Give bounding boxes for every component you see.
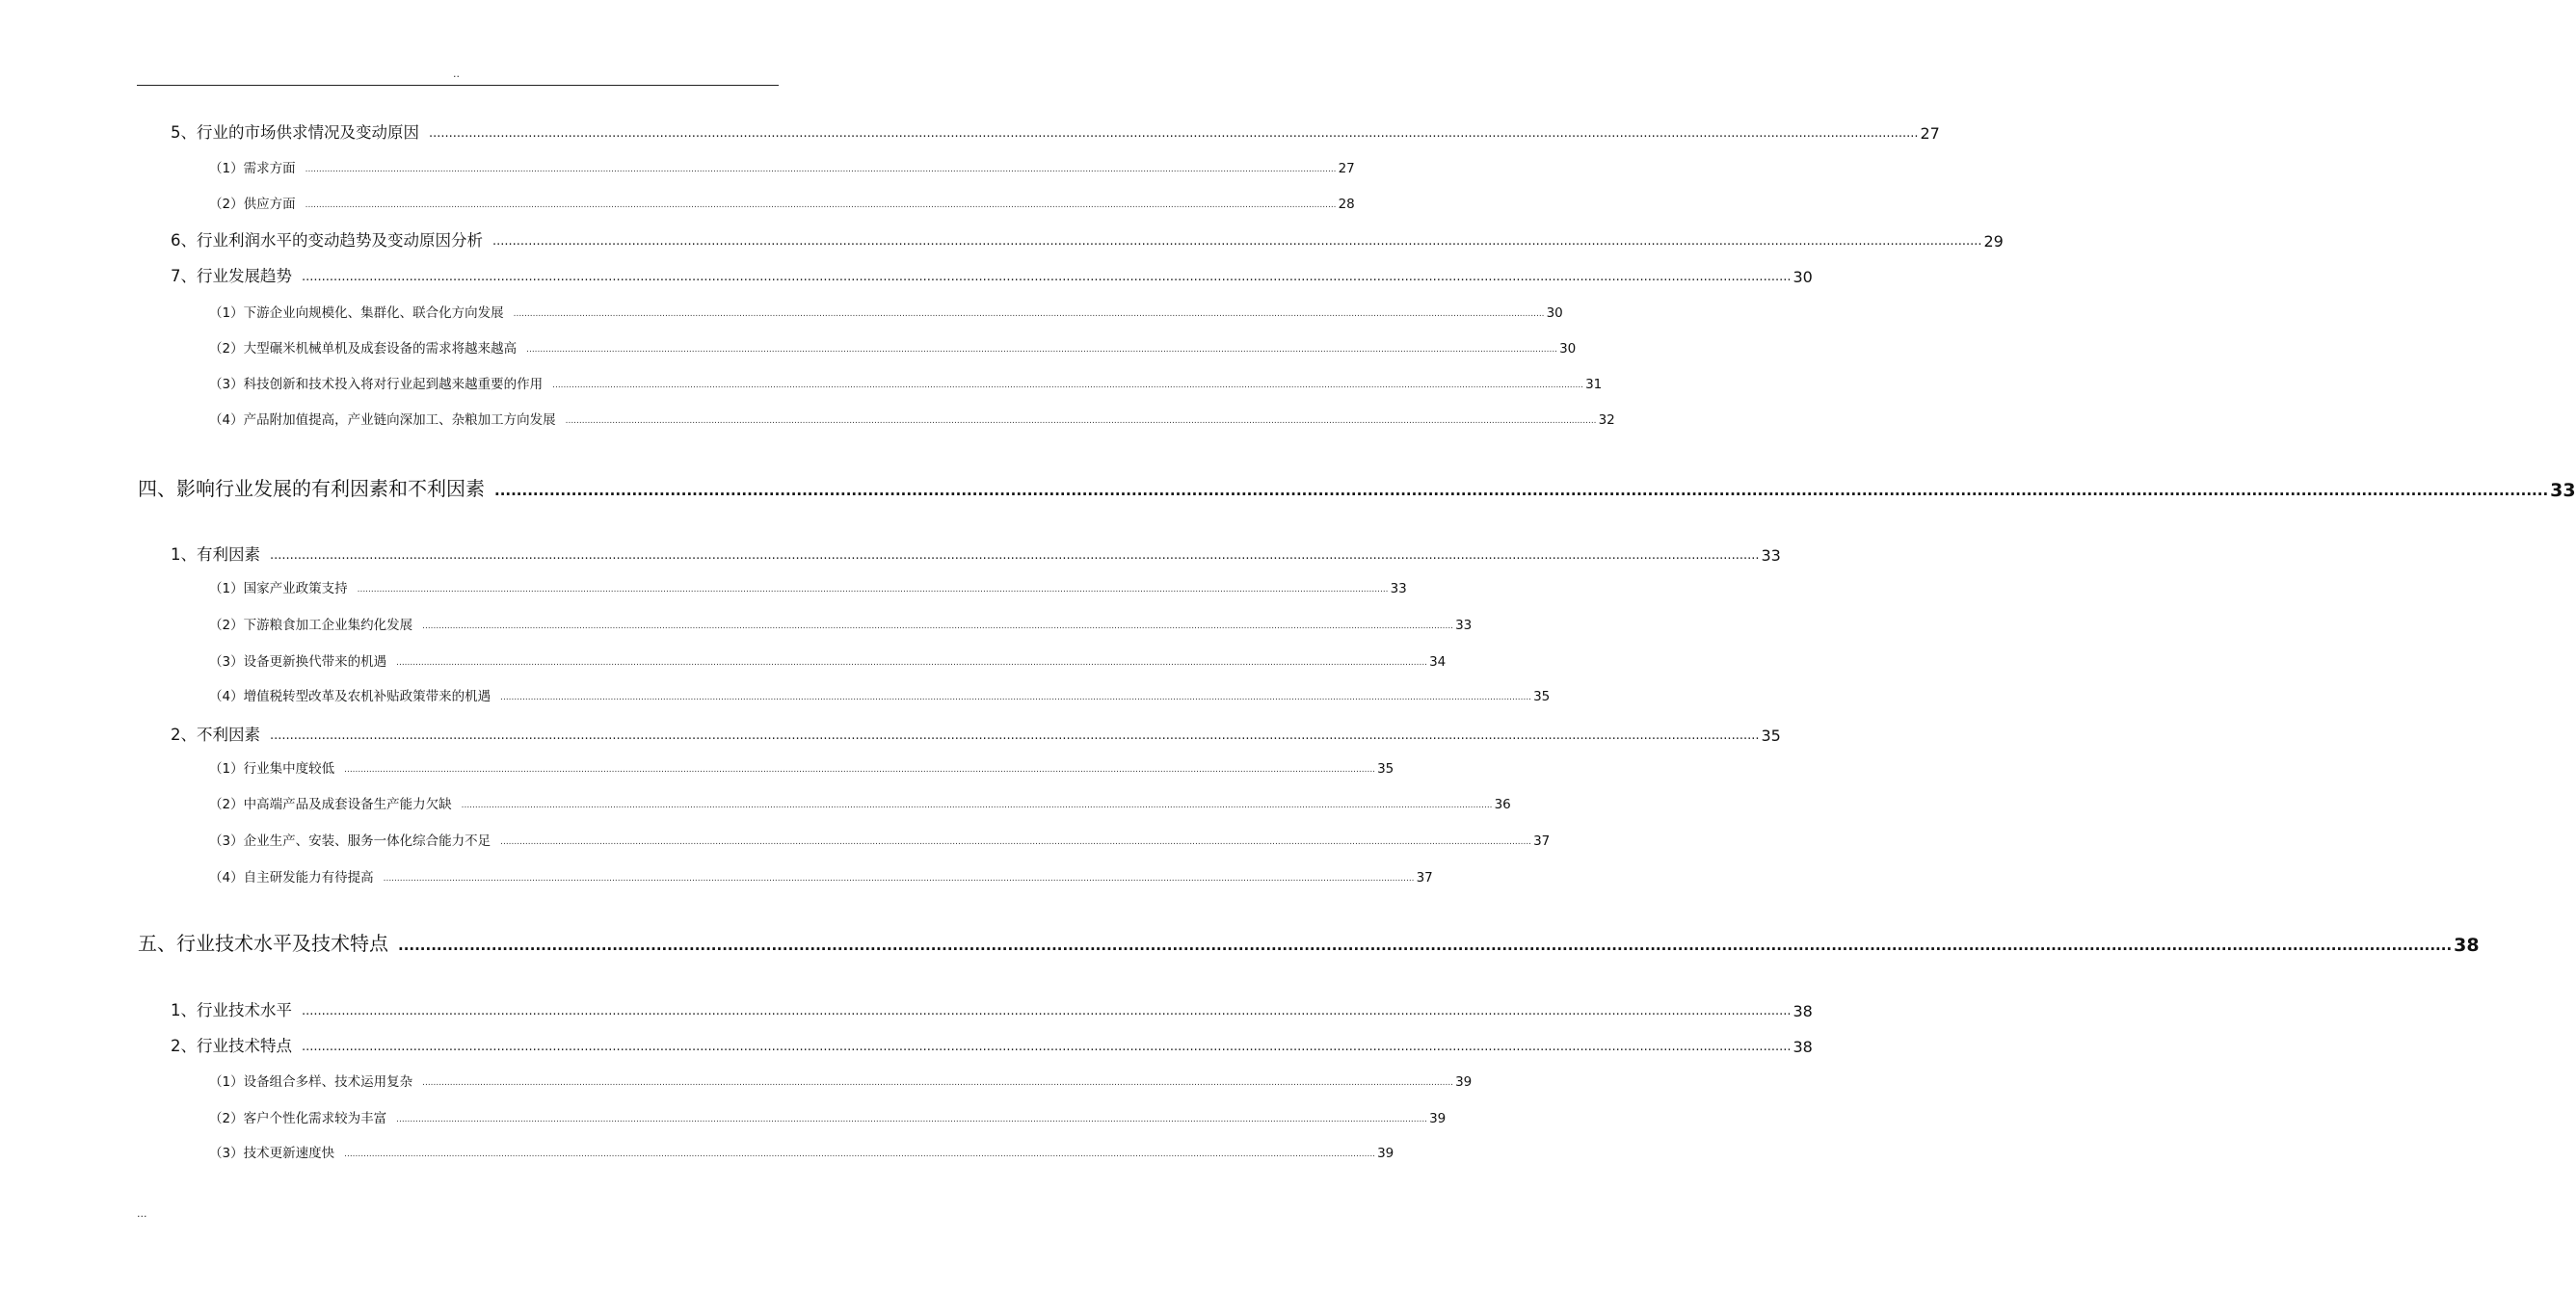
dot-leader: ...................................................................................................................................................................................................................................................................................................................................................................................... (492, 234, 1982, 249)
dot-leader: ...................................................................................................................................................................................................................................................................................................................................................................................... (422, 622, 1454, 631)
dot-leader: ...................................................................................................................................................................................................................................................................................................................................................................................... (305, 165, 1337, 174)
toc-title: （2）中高端产品及成套设备生产能力欠缺 (209, 797, 452, 812)
dot-leader: ...................................................................................................................................................................................................................................................................................................................................................................................... (396, 1115, 1428, 1124)
toc-entry[interactable] (209, 302, 1563, 321)
toc-entry[interactable] (209, 157, 1355, 176)
toc-entry[interactable] (209, 373, 1603, 392)
dot-leader: ...................................................................................................................................................................................................................................................................................................................................................................................... (344, 1150, 1376, 1159)
toc-title: 1、行业技术水平 (171, 1001, 292, 1019)
toc-entry[interactable] (171, 997, 1813, 1020)
toc-page-number: 39 (1377, 1146, 1394, 1161)
toc-entry[interactable] (209, 409, 1615, 428)
dot-leader: ...................................................................................................................................................................................................................................................................................................................................................................................... (357, 585, 1389, 595)
toc-entry[interactable] (171, 722, 1781, 745)
toc-page-number: 34 (1429, 654, 1447, 670)
toc-page-number: 38 (2454, 935, 2480, 956)
toc-entry[interactable] (209, 1107, 1447, 1126)
toc-entry[interactable] (171, 263, 1813, 286)
toc-entry[interactable] (171, 227, 2004, 251)
dot-leader: ...................................................................................................................................................................................................................................................................................................................................................................................... (500, 837, 1532, 847)
toc-entry[interactable] (209, 614, 1473, 633)
toc-entry[interactable] (171, 119, 1940, 143)
toc-entry[interactable] (209, 757, 1394, 777)
toc-page-number: 30 (1793, 268, 1813, 286)
toc-entry[interactable] (209, 577, 1407, 596)
toc-page-number: 38 (1793, 1002, 1813, 1020)
toc-page-number: 35 (1761, 727, 1781, 745)
toc-title: （2）供应方面 (209, 197, 296, 212)
dot-leader: ...................................................................................................................................................................................................................................................................................................................................................................................... (422, 1078, 1454, 1088)
toc-title: 7、行业发展趋势 (171, 267, 292, 285)
dot-leader: ...................................................................................................................................................................................................................................................................................................................................................................................... (383, 874, 1415, 884)
toc-title: 2、不利因素 (171, 726, 260, 744)
toc-title: （3）设备更新换代带来的机遇 (209, 654, 387, 670)
dot-leader: ...................................................................................................................................................................................................................................................................................................................................................................................... (302, 1004, 1792, 1018)
dot-leader: ...................................................................................................................................................................................................................................................................................................................................................................................... (526, 345, 1558, 355)
toc-page-number: 29 (1983, 232, 2004, 251)
toc-title: （2）大型碾米机械单机及成套设备的需求将越来越高 (209, 341, 518, 357)
dot-leader: ...................................................................................................................................................................................................................................................................................................................................................................................... (270, 548, 1760, 563)
dot-leader: ...................................................................................................................................................................................................................................................................................................................................................................................... (344, 765, 1376, 775)
toc-title: （2）客户个性化需求较为丰富 (209, 1111, 387, 1126)
toc-title: （3）企业生产、安装、服务一体化综合能力不足 (209, 833, 491, 849)
dot-leader: ...................................................................................................................................................................................................................................................................................................................................................................................... (513, 309, 1545, 319)
toc-page-number: 30 (1559, 341, 1577, 357)
toc-title: （1）设备组合多样、技术运用复杂 (209, 1074, 413, 1090)
toc-page-number: 33 (1455, 618, 1473, 633)
toc-entry[interactable] (171, 542, 1781, 565)
toc-page-number: 33 (1761, 546, 1781, 565)
toc-entry[interactable] (209, 830, 1551, 849)
dot-leader: ...................................................................................................................................................................................................................................................................................................................................................................................... (461, 801, 1493, 810)
dot-leader: ...................................................................................................................................................................................................................................................................................................................................................................................... (429, 126, 1919, 141)
dot-leader: ...................................................................................................................................................................................................................................................................................................................................................................................... (565, 416, 1597, 426)
toc-page-number: 33 (1390, 581, 1407, 596)
toc-entry[interactable] (209, 1071, 1473, 1090)
toc-page-number: 38 (1793, 1038, 1813, 1056)
toc-page-number: 30 (1546, 305, 1563, 321)
toc-title: （1）下游企业向规模化、集群化、联合化方向发展 (209, 305, 504, 321)
header-rule (137, 85, 779, 86)
dot-leader: ...................................................................................................................................................................................................................................................................................................................................................................................... (270, 728, 1760, 743)
header-mark: .. (453, 67, 460, 80)
toc-page-number: 35 (1377, 761, 1394, 777)
dot-leader: ...................................................................................................................................................................................................................................................................................................................................................................................... (302, 270, 1792, 284)
toc-title: 2、行业技术特点 (171, 1037, 292, 1055)
footer-mark: ... (137, 1207, 147, 1220)
toc-page-number: 33 (2550, 480, 2576, 501)
toc-entry[interactable] (209, 337, 1577, 357)
toc-page-number: 31 (1585, 377, 1603, 392)
toc-title: 1、有利因素 (171, 545, 260, 564)
toc-entry[interactable] (209, 866, 1433, 886)
toc-title: （4）自主研发能力有待提高 (209, 870, 374, 886)
toc-chapter-entry[interactable] (138, 927, 2480, 956)
toc-title: （2）下游粮食加工企业集约化发展 (209, 618, 413, 633)
toc-entry[interactable] (209, 685, 1551, 704)
dot-leader: ...................................................................................................................................................................................................................................................................................................................................................................................... (500, 693, 1532, 702)
toc-page-number: 36 (1494, 797, 1511, 812)
toc-page-number: 37 (1416, 870, 1433, 886)
toc-title: （4）产品附加值提高，产业链向深加工、杂粮加工方向发展 (209, 412, 556, 428)
toc-entry[interactable] (209, 650, 1447, 670)
toc-page-number: 35 (1533, 689, 1551, 704)
toc-title: （4）增值税转型改革及农机补贴政策带来的机遇 (209, 689, 491, 704)
toc-title: 四、影响行业发展的有利因素和不利因素 (138, 477, 485, 500)
dot-leader: ...................................................................................................................................................................................................................................................................................................................................................................................... (305, 200, 1337, 210)
toc-entry[interactable] (209, 793, 1511, 812)
toc-title: （3）科技创新和技术投入将对行业起到越来越重要的作用 (209, 377, 544, 392)
toc-page-number: 37 (1533, 833, 1551, 849)
toc-title: （1）国家产业政策支持 (209, 581, 348, 596)
toc-page-number: 28 (1338, 197, 1355, 212)
toc-title: （1）需求方面 (209, 161, 296, 176)
toc-entry[interactable] (209, 1142, 1394, 1161)
toc-title: （3）技术更新速度快 (209, 1146, 335, 1161)
toc-page-number: 39 (1429, 1111, 1447, 1126)
dot-leader: ...................................................................................................................................................................................................................................................................................................................................................................................... (302, 1040, 1792, 1054)
toc-entry[interactable] (171, 1033, 1813, 1056)
toc-title: 5、行业的市场供求情况及变动原因 (171, 123, 419, 142)
toc-title: 6、行业利润水平的变动趋势及变动原因分析 (171, 231, 483, 250)
dot-leader: ...................................................................................................................................................................................................................................................................................................................................................................................... (396, 658, 1428, 668)
toc-page-number: 27 (1338, 161, 1355, 176)
dot-leader: ...................................................................................................................................................................................................................................................................................................................................................................................... (494, 482, 2549, 499)
toc-chapter-entry[interactable] (138, 472, 2576, 501)
toc-entry[interactable] (209, 193, 1355, 212)
toc-page-number: 32 (1598, 412, 1615, 428)
dot-leader: ...................................................................................................................................................................................................................................................................................................................................................................................... (398, 937, 2453, 954)
toc-title: 五、行业技术水平及技术特点 (138, 932, 388, 955)
toc-title: （1）行业集中度较低 (209, 761, 335, 777)
toc-page-number: 27 (1920, 124, 1940, 143)
dot-leader: ...................................................................................................................................................................................................................................................................................................................................................................................... (552, 381, 1584, 390)
toc-page-number: 39 (1455, 1074, 1473, 1090)
